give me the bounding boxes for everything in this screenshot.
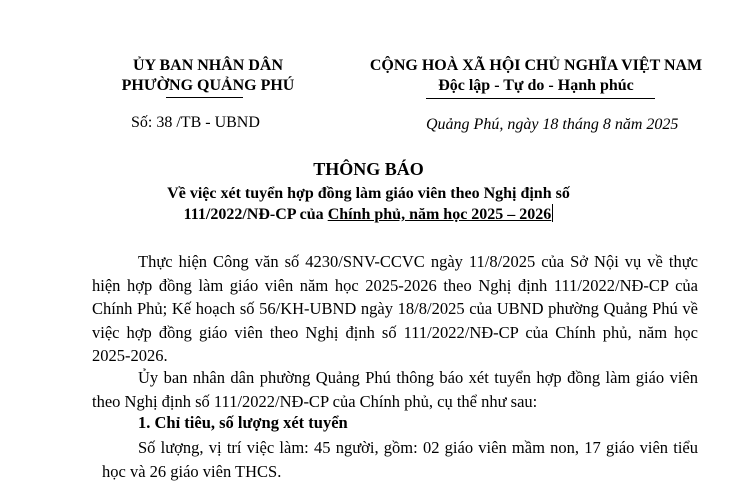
place-and-date: Quảng Phú, ngày 18 tháng 8 năm 2025	[426, 116, 679, 133]
subtitle-line2	[0, 204, 737, 225]
section-heading-quota: 1. Chỉ tiêu, số lượng xét tuyển	[138, 413, 348, 432]
document-subtitle	[0, 183, 737, 225]
issuer-block	[108, 56, 308, 96]
text-cursor	[552, 204, 553, 222]
issuer-org-line2: PHƯỜNG QUẢNG PHÚ	[121, 77, 295, 94]
paragraph-quota: Số lượng, vị trí việc làm: 45 người, gồm: 02 giáo viên mầm non, 17 giáo viên tiểu học và 26 giáo viên THCS.	[102, 438, 698, 481]
subtitle-line1: Về việc xét tuyển hợp đồng làm giáo viên theo Nghị định số	[167, 185, 570, 202]
motto-divider	[426, 98, 655, 99]
document-title: THÔNG BÁO	[313, 159, 424, 179]
subtitle-line2-prefix: 111/2022/NĐ-CP của	[183, 206, 328, 223]
issuer-divider	[166, 97, 243, 98]
paragraph-announcement: Ủy ban nhân dân phường Quảng Phú thông báo xét tuyển hợp đồng làm giáo viên theo Nghị định số 111/2022/NĐ-CP của Chính phủ, cụ thể như sau:	[92, 368, 698, 411]
subtitle-line2-underlined: Chính phủ, năm học 2025 – 2026	[327, 206, 552, 223]
nation-motto: Độc lập - Tự do - Hạnh phúc	[438, 77, 634, 94]
document-number: Số: 38 /TB - UBND	[131, 114, 260, 131]
national-motto-block	[350, 56, 722, 96]
paragraph-legal-basis: Thực hiện Công văn số 4230/SNV-CCVC ngày 11/8/2025 của Sở Nội vụ về thực hiện hợp đồng làm giáo viên năm học 2025-2026 theo Nghị định 111/2022/NĐ-CP của Chính Phủ; Kế hoạch số 56/KH-UBND ngày 18/8/2025 của UBND phường Quảng Phú về việc hợp đồng giáo viên theo Nghị định số 111/2022/NĐ-CP của Chính phủ, năm học 2025-2026.	[92, 252, 698, 366]
issuer-org-line1: ỦY BAN NHÂN DÂN	[132, 57, 284, 74]
nation-name: CỘNG HOÀ XÃ HỘI CHỦ NGHĨA VIỆT NAM	[369, 57, 703, 74]
